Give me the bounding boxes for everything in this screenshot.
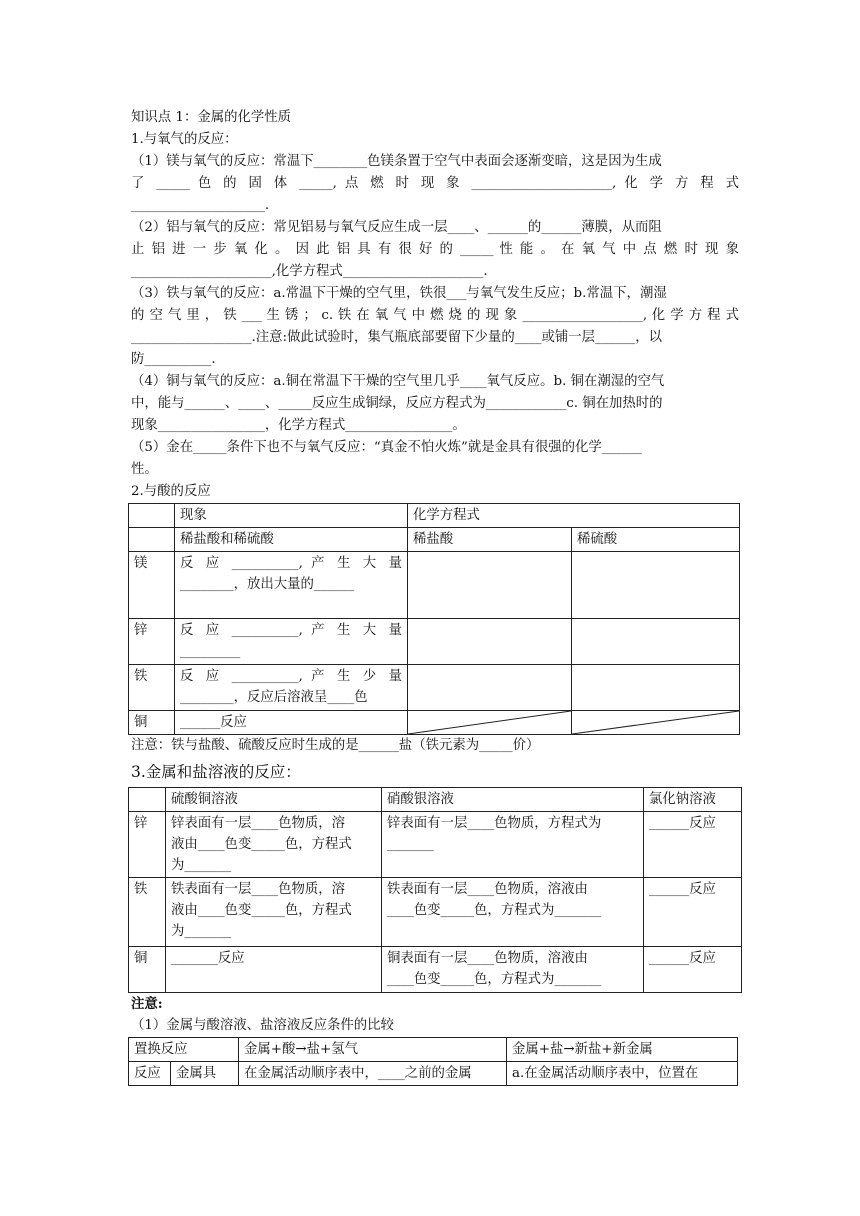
metal-cell: 锌 <box>129 812 166 878</box>
table-cell <box>129 788 166 812</box>
cuso4-cell: _______反应 <box>166 947 382 993</box>
acid-reaction-table <box>128 503 740 735</box>
salt-reaction-table <box>128 787 742 993</box>
metal-cell: 铁 <box>129 665 175 711</box>
table-header: 化学方程式 <box>408 504 740 528</box>
document-page <box>131 107 739 1086</box>
cuso4-cell: 锌表面有一层____色物质，溶 液由____色变_____色，方程式 为_______ <box>166 812 382 878</box>
table-header: 稀硫酸 <box>572 528 740 552</box>
text-line: __________________.注意:做此试验时，集气瓶底部要留下少量的____或铺一层______，以 <box>131 330 663 345</box>
table-cell: 反应 <box>129 1062 171 1086</box>
comparison-table <box>128 1037 738 1086</box>
section-heading: 知识点 1：金属的化学性质 <box>131 110 292 125</box>
cuso4-cell: 铁表面有一层____色物质，溶 液由____色变_____色，方程式 为_______ <box>166 878 382 947</box>
table-row <box>129 1062 738 1086</box>
aluminum-paragraph <box>131 217 739 283</box>
table-header: 稀盐酸和稀硫酸 <box>175 528 408 552</box>
table-cell: a.在金属活动顺序表中，位置在 <box>507 1062 738 1086</box>
acid-note: 注意：铁与盐酸、硫酸反应时生成的是______盐（铁元素为_____价） <box>131 738 540 753</box>
iron-paragraph <box>131 283 739 371</box>
text-line: （1）镁与氧气的反应：常温下________色镁条置于空气中表面会逐渐变暗，这是因为生成 <box>131 154 662 169</box>
struck-cell <box>572 711 740 735</box>
table-row <box>129 711 740 735</box>
metal-cell: 镁 <box>129 552 175 619</box>
text-line: 了 _____ 色 的 固 体 _____, 点 燃 时 现 象 _____________________, 化 学 方 程 式 <box>131 176 739 191</box>
text-line: 止 铝 进 一 步 氧 化 。 因 此 铝 具 有 很 好 的 _____ 性 能 。 在 氧 气 中 点 燃 时 现 象 <box>131 242 739 257</box>
table-cell: 金属具 <box>171 1062 239 1086</box>
table-header: 置换反应 <box>129 1038 239 1062</box>
phenomenon-cell: 反 应 __________, 产 生 大 量 ________，放出大量的______ <box>175 552 408 619</box>
nacl-cell: ______反应 <box>644 812 742 878</box>
section-2-title: 2.与酸的反应 <box>131 484 211 499</box>
text-line: （5）金在_____条件下也不与氧气反应：“真金不怕火炼”就是金具有很强的化学______ <box>131 440 642 455</box>
diagonal-line <box>572 711 739 734</box>
equation-cell <box>572 665 740 711</box>
text-line: 中，能与______、____、_____反应生成铜绿，反应方程式为____________c. 铜在加热时的 <box>131 396 663 411</box>
metal-cell: 铁 <box>129 878 166 947</box>
text-line: （4）铜与氧气的反应：a.铜在常温下干燥的空气里几乎____氧气反应。b. 铜在潮湿的空气 <box>131 374 665 389</box>
table-header: 硝酸银溶液 <box>382 788 644 812</box>
notes-label: 注意: <box>131 996 163 1012</box>
text-line: _____________________,化学方程式_____________________. <box>131 264 488 279</box>
text-line: （2）铝与氧气的反应：常见铝易与氧气反应生成一层____、______的______薄膜，从而阻 <box>131 220 662 235</box>
phenomenon-cell: 反 应 __________, 产 生 少 量 ________，反应后溶液呈____色 <box>175 665 408 711</box>
table-header: 稀盐酸 <box>408 528 572 552</box>
table-header: 现象 <box>175 504 408 528</box>
section-3-title: 3.金属和盐溶液的反应： <box>131 763 301 781</box>
table-cell <box>129 504 175 528</box>
equation-cell <box>572 619 740 665</box>
agno3-cell: 锌表面有一层____色物质，方程式为 _______ <box>382 812 644 878</box>
copper-paragraph <box>131 371 739 437</box>
nacl-cell: ______反应 <box>644 878 742 947</box>
metal-cell: 锌 <box>129 619 175 665</box>
table-cell: 在金属活动顺序表中，____之前的金属 <box>239 1062 507 1086</box>
text-line: 性。 <box>131 462 158 477</box>
notes-subtitle: （1）金属与酸溶液、盐溶液反应条件的比较 <box>131 1018 394 1033</box>
text-line: ____________________. <box>131 198 270 213</box>
text-line: 的 空 气 里 ， 铁 ___ 生 锈 ； c. 铁 在 氧 气 中 燃 烧 的 现 象 __________________, 化 学 方 程 式 <box>131 308 739 323</box>
equation-cell <box>408 552 572 619</box>
table-row <box>129 812 742 878</box>
nacl-cell: ______反应 <box>644 947 742 993</box>
diagonal-line <box>408 711 571 734</box>
table-header: 金属+酸→盐+氢气 <box>239 1038 507 1062</box>
agno3-cell: 铜表面有一层____色物质，溶液由 ____色变_____色，方程式为_______ <box>382 947 644 993</box>
section-1-title: 1.与氧气的反应： <box>131 132 238 147</box>
agno3-cell: 铁表面有一层____色物质，溶液由 ____色变_____色，方程式为_______ <box>382 878 644 947</box>
gold-paragraph <box>131 437 739 481</box>
table-row <box>129 947 742 993</box>
text-line: （3）铁与氧气的反应：a.常温下干燥的空气里，铁很___与氧气发生反应；b.常温下，潮湿 <box>131 286 667 301</box>
table-row <box>129 619 740 665</box>
metal-cell: 铜 <box>129 711 175 735</box>
table-row <box>129 665 740 711</box>
metal-cell: 铜 <box>129 947 166 993</box>
magnesium-paragraph <box>131 151 739 217</box>
equation-cell <box>572 552 740 619</box>
text-line: 现象________________，化学方程式________________。 <box>131 418 466 433</box>
table-header: 金属+盐→新盐+新金属 <box>507 1038 738 1062</box>
text-line: 防__________. <box>131 352 216 367</box>
phenomenon-cell: ______反应 <box>175 711 408 735</box>
table-header: 硫酸铜溶液 <box>166 788 382 812</box>
phenomenon-cell: 反 应 __________, 产 生 大 量 _________ <box>175 619 408 665</box>
equation-cell <box>408 665 572 711</box>
equation-cell <box>408 619 572 665</box>
table-row <box>129 552 740 619</box>
table-row <box>129 878 742 947</box>
struck-cell <box>408 711 572 735</box>
table-cell <box>129 528 175 552</box>
table-header: 氯化钠溶液 <box>644 788 742 812</box>
